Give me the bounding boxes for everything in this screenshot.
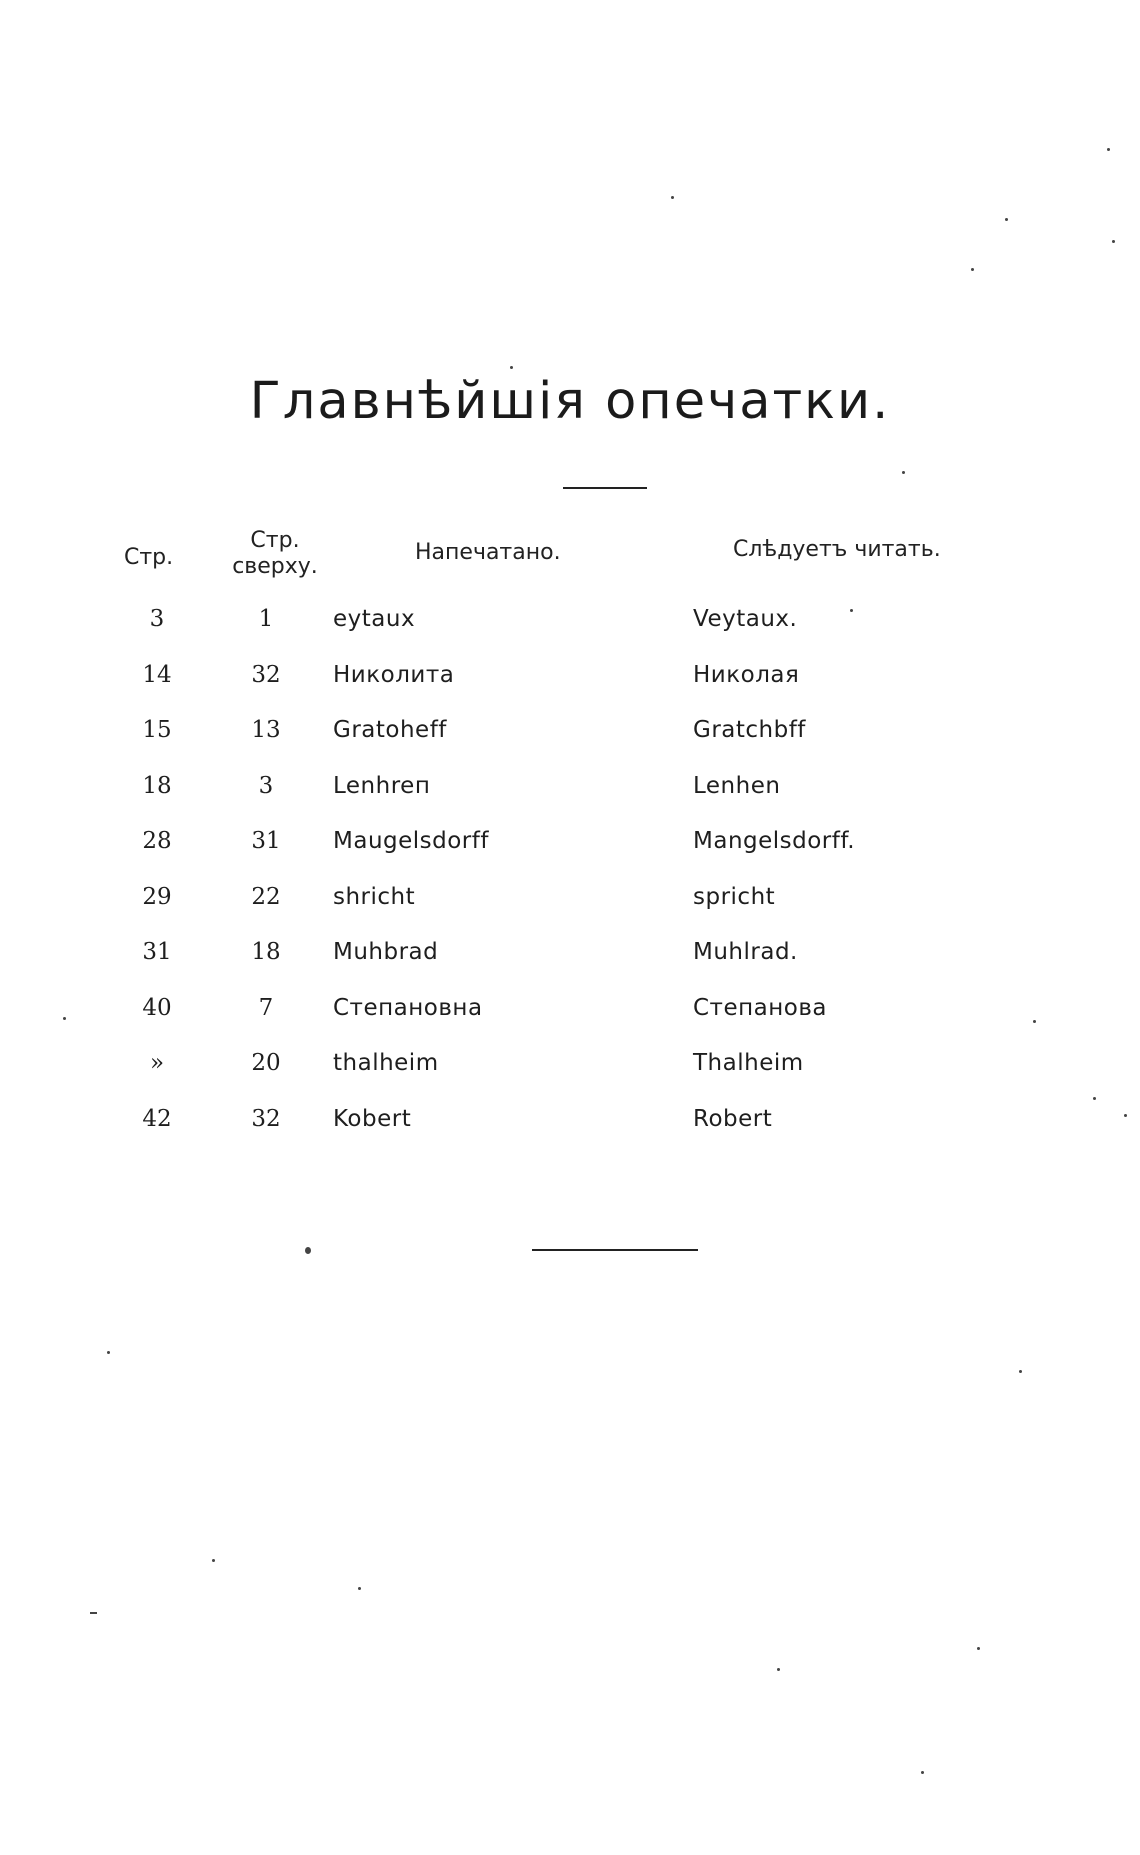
printed-text: thalheim	[333, 1050, 439, 1076]
table-row	[0, 656, 1140, 712]
table-row	[0, 822, 1140, 878]
table-row	[0, 1044, 1140, 1100]
correct-text: Mangelsdorff.	[693, 828, 856, 854]
line-number: 31	[251, 828, 281, 854]
page-number: 40	[142, 994, 172, 1021]
table-row	[0, 600, 1140, 656]
line-number: 13	[251, 717, 281, 743]
line-number: 1	[258, 606, 274, 632]
correct-text: Степанова	[693, 994, 827, 1021]
page-number: 28	[142, 828, 172, 854]
scan-speck	[305, 1247, 311, 1254]
printed-text: Muhbrad	[333, 939, 439, 965]
scan-speck	[107, 1351, 110, 1354]
table-row	[0, 1100, 1140, 1156]
line-number: 3	[258, 772, 274, 799]
scan-speck	[850, 609, 853, 612]
printed-text: shricht	[333, 883, 416, 910]
errata-table	[0, 600, 1140, 1155]
line-number: 22	[251, 883, 281, 910]
scan-speck	[1124, 1114, 1127, 1117]
scan-speck	[777, 1668, 780, 1671]
scan-speck	[1019, 1370, 1022, 1373]
correct-text: Lenhen	[693, 772, 781, 799]
column-header-printed: Напечатано.	[415, 540, 561, 565]
scan-speck	[902, 471, 905, 474]
correct-text: Gratchbff	[693, 717, 806, 743]
scan-speck	[971, 268, 974, 271]
scan-speck	[63, 1017, 66, 1020]
column-header-line: Стр. сверху.	[232, 528, 318, 579]
printed-text: Lenhreп	[333, 772, 431, 799]
scan-speck	[671, 196, 674, 199]
correct-text: Muhlrad.	[693, 939, 798, 965]
page-number: 15	[142, 717, 172, 743]
page-number: 18	[142, 772, 172, 799]
scan-speck	[1107, 148, 1110, 151]
correct-text: spricht	[693, 883, 776, 910]
end-divider	[532, 1249, 698, 1251]
correct-text: Veytaux.	[693, 606, 798, 632]
title-divider	[563, 487, 647, 489]
page-number: »	[149, 1050, 165, 1076]
scan-speck	[1005, 218, 1008, 221]
correct-text: Thalheim	[693, 1050, 804, 1076]
table-row	[0, 933, 1140, 989]
printed-text: Степановна	[333, 994, 483, 1021]
printed-text: Kobert	[333, 1105, 412, 1132]
scan-speck	[1093, 1097, 1096, 1100]
scan-speck	[921, 1771, 924, 1774]
line-number: 32	[251, 661, 281, 688]
scan-speck	[510, 366, 513, 369]
printed-text: eytaux	[333, 606, 416, 632]
scan-speck	[1112, 240, 1115, 243]
line-number: 20	[251, 1050, 281, 1076]
line-number: 18	[251, 939, 281, 965]
scan-speck	[212, 1559, 215, 1562]
page-number: 31	[142, 939, 172, 965]
table-row	[0, 878, 1140, 934]
printed-text: Maugelsdorff	[333, 828, 489, 854]
table-row	[0, 711, 1140, 767]
line-number: 32	[251, 1105, 281, 1132]
page-title: Главнѣйшiя опечатки.	[249, 372, 891, 431]
table-row	[0, 989, 1140, 1045]
printed-text: Gratoheff	[333, 717, 447, 743]
scan-speck	[1033, 1020, 1036, 1023]
correct-text: Robert	[693, 1105, 773, 1132]
page-number: 3	[149, 606, 165, 632]
printed-text: Николита	[333, 661, 455, 688]
scan-speck	[358, 1587, 361, 1590]
line-number: 7	[258, 994, 274, 1021]
table-row	[0, 767, 1140, 823]
correct-text: Николая	[693, 661, 800, 688]
column-header-page: Стр.	[124, 545, 174, 570]
page-number: 14	[142, 661, 172, 688]
column-header-correct: Слѣдуетъ читать.	[733, 537, 941, 562]
page-number: 29	[142, 883, 172, 910]
scan-speck	[977, 1647, 980, 1650]
page-number: 42	[142, 1105, 172, 1132]
scan-speck	[90, 1612, 97, 1614]
